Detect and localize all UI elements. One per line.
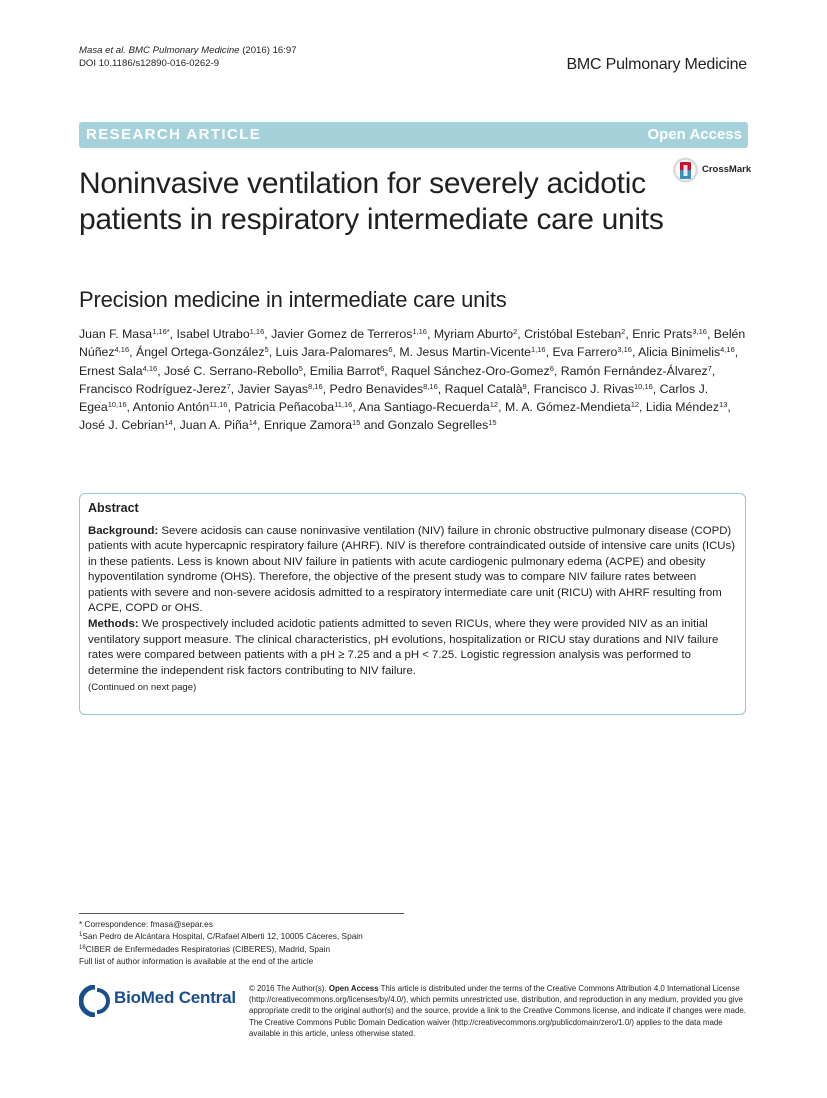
author-list: Juan F. Masa$^{1,16*}$, Isabel Utrabo$^{1,16}$, Javier Gomez de Terreros$^{1,16}$, Myriam Aburto$^2$, Cristóbal Esteban$^2$, Enric Prats$^{3,16}$, Belén Núñez$^{4,16}$, Ángel Ortega-González$^5$, Luis Jara-Palomares$^6$, M. Jesus Martin-Vicente$^{1,16}$, Eva Farrero$^{3,16}$, Alicia Binimelis$^{4,16}$, Ernest Sala$^{4,16}$, José C. Serrano-Rebollo$^5$, Emilia Barrot$^6$, Raquel Sánchez-Oro-Gomez$^6$, Ramón Fernández-Álvarez$^7$, Francisco Rodríguez-Jerez$^7$, Javier Sayas$^{8,16}$, Pedro Benavides$^{8,16}$, Raquel Català$^9$, Francisco J. Rivas$^{10,16}$, Carlos J. Egea$^{10,16}$, Antonio Antón$^{11,16}$, Patricia Peñacoba$^{11,16}$, Ana Santiago-Recuerda$^{12}$, M. A. Gómez-Mendieta$^{12}$, Lidia Méndez$^{13}$, José J. Cebrian$^{14}$, Juan A. Piña$^{14}$, Enrique Zamora$^{15}$ and Gonzalo Segrelles$^{15}$ <box>79 327 746 433</box>
author-name: Eva Farrero <box>552 345 618 360</box>
author[interactable] <box>434 327 517 341</box>
author-affiliation-marker: 3,16 <box>692 327 707 336</box>
author-name: José C. Serrano-Rebollo <box>164 363 299 378</box>
open-access-label-inline: Open Access <box>328 984 379 993</box>
author-affiliation-marker: 14 <box>164 418 173 428</box>
abstract-background <box>88 524 738 616</box>
author[interactable] <box>505 400 639 414</box>
author-name: Juan A. Piña <box>179 418 249 433</box>
license-text: This article is distributed under the terms of the Creative Commons Attribution 4.0 International License (http://creativecommons.org/licenses/by/4.0/), which permits unrestricted use, distribution, and reproduction in any medium, provided you give appropriate credit to the original author(s) and the source, provide a link to the Creative Commons license, and indicate if changes were made. The Creative Commons Public Domain Dedication waiver (http://creativecommons.org/publicdomain/zero/1.0/) applies to the data made available in this article, unless otherwise stated. <box>249 984 746 1038</box>
author[interactable] <box>136 345 269 359</box>
background-label: Background: <box>88 525 159 537</box>
author[interactable] <box>79 327 170 341</box>
author-name: Myriam Aburto <box>433 327 514 341</box>
author-name: Antonio Antón <box>132 400 210 415</box>
author[interactable] <box>445 382 527 396</box>
author-affiliation-marker: 9 <box>522 381 527 391</box>
author-name: Raquel Català <box>444 381 523 396</box>
author[interactable] <box>264 418 361 432</box>
author-affiliation-marker: 5 <box>298 363 303 373</box>
author-name: Javier Sayas <box>237 381 309 396</box>
author[interactable] <box>359 400 499 414</box>
author-name: Luis Jara-Palomares <box>275 345 389 360</box>
author-affiliation-marker: 2 <box>513 327 518 336</box>
article-type-banner <box>79 122 748 148</box>
author-name: Patricia Peñacoba <box>234 400 335 415</box>
author-affiliation-marker: 8,16 <box>308 381 323 391</box>
affiliation-1 <box>79 930 419 942</box>
author-affiliation-marker: 11,16 <box>209 400 228 410</box>
author-name: Pedro Benavides <box>329 381 424 396</box>
author[interactable] <box>276 345 393 359</box>
citation-header <box>79 44 297 70</box>
abstract-body <box>88 524 738 695</box>
methods-label: Methods: <box>88 618 139 631</box>
author-name: Enric Prats <box>632 327 693 341</box>
biomed-central-wordmark: BioMed Central <box>114 988 236 1007</box>
author-affiliation-marker: 4,16 <box>720 345 735 355</box>
author-affiliation-marker: 15 <box>488 418 497 428</box>
crossmark-label: CrossMark <box>702 164 752 175</box>
author-affiliation-marker: 1,16* <box>152 327 170 336</box>
biomed-central-logo[interactable] <box>79 985 239 1017</box>
author-name: Cristóbal Esteban <box>524 327 622 341</box>
biomed-central-logo-icon <box>79 985 111 1017</box>
author-affiliation-marker: 13 <box>719 400 728 410</box>
affiliation-1-marker: 1 <box>79 932 83 939</box>
author[interactable] <box>646 400 728 414</box>
author-affiliation-marker: 7 <box>226 381 231 391</box>
abstract-box <box>79 493 746 715</box>
author-affiliation-marker: 5 <box>264 345 269 355</box>
article-subtitle: Precision medicine in intermediate care units <box>79 287 507 312</box>
author-affiliation-marker: 7 <box>707 363 712 373</box>
footnote-divider <box>79 913 404 914</box>
article-type-label: RESEARCH ARTICLE <box>86 126 262 143</box>
author-name: Raquel Sánchez-Oro-Gomez <box>391 363 550 378</box>
author-affiliation-marker: 6 <box>388 345 393 355</box>
author[interactable] <box>164 364 303 378</box>
author[interactable] <box>271 327 427 341</box>
author-name: Ramón Fernández-Álvarez <box>560 363 708 378</box>
author-name: Javier Gomez de Terreros <box>271 327 413 341</box>
author[interactable] <box>388 418 497 432</box>
author[interactable] <box>399 345 545 359</box>
author-name: Emilia Barrot <box>309 363 381 378</box>
affiliation-1-text: San Pedro de Alcántara Hospital, C/Rafael Alberti 12, 10005 Cáceres, Spain <box>82 931 363 942</box>
author[interactable] <box>524 327 625 341</box>
author[interactable] <box>177 327 265 341</box>
author-name: Carlos J. Egea <box>79 381 709 415</box>
doi[interactable]: DOI 10.1186/s12890-016-0262-9 <box>79 58 220 69</box>
author-name: M. Jesus Martin-Vicente <box>399 345 531 360</box>
abstract-heading: Abstract <box>88 501 139 515</box>
author-affiliation-marker: 10,16 <box>634 381 653 391</box>
author-joiner: and <box>363 418 388 433</box>
author[interactable] <box>79 418 173 432</box>
author-name: Gonzalo Segrelles <box>387 418 489 433</box>
author[interactable] <box>638 345 735 359</box>
author-name: Francisco Rodríguez-Jerez <box>79 381 227 396</box>
author-affiliation-marker: 4,16 <box>142 363 158 373</box>
copyright: © 2016 The Author(s). <box>249 984 327 993</box>
author[interactable] <box>234 400 352 414</box>
author[interactable] <box>561 364 712 378</box>
author-name: Isabel Utrabo <box>176 327 250 341</box>
author-name: Ángel Ortega-González <box>136 345 265 360</box>
background-text: Severe acidosis can cause noninvasive ventilation (NIV) failure in chronic obstructive pulmonary disease (COPD) patients with acute hypercapnic respiratory failure (AHRF). NIV is therefore contraindicated outside of intensive care units (ICUs) in these patients. Less is known about NIV failure in patients with acute cardiogenic pulmonary edema (ACPE) and obesity hypoventilation syndrome (OHS). Therefore, the objective of the present study was to compare NIV failure rates between patients with severe and non-severe acidosis admitted to a respiratory intermediate care unit (RICU) with AHRF resulting from ACPE, COPD or OHS. <box>88 525 736 615</box>
author-name: Ernest Sala <box>79 363 143 378</box>
affiliation-16 <box>79 943 419 955</box>
author-affiliation-marker: 8,16 <box>423 381 438 391</box>
footnotes <box>79 918 419 967</box>
author-affiliation-marker: 1,16 <box>412 327 427 336</box>
author-affiliation-marker: 12 <box>630 400 640 410</box>
correspondence: * Correspondence: fmasa@separ.es <box>79 919 213 929</box>
author-name: Ana Santiago-Recuerda <box>358 400 490 415</box>
open-access-label[interactable]: Open Access <box>647 126 742 143</box>
author-name: Francisco J. Rivas <box>533 381 635 396</box>
author[interactable] <box>79 382 231 396</box>
author[interactable] <box>238 382 323 396</box>
author-affiliation-marker: 1,16 <box>531 345 546 355</box>
affiliation-16-text: CIBER de Enfermedades Respiratorias (CIBERES), Madrid, Spain <box>85 943 331 954</box>
affiliation-16-marker: 16 <box>79 944 86 951</box>
author[interactable] <box>391 364 554 378</box>
citation-year-volume: (2016) 16:97 <box>242 45 297 56</box>
citation-journal: BMC Pulmonary Medicine <box>128 45 240 56</box>
license-statement <box>249 983 754 1039</box>
author-name: Lidia Méndez <box>645 400 720 415</box>
author-name: Belén Núñez <box>79 327 746 360</box>
author-affiliation-marker: 3,16 <box>617 345 632 355</box>
methods-text: We prospectively included acidotic patients admitted to seven RICUs, where they were provided NIV as an initial ventilatory support measure. The clinical characteristics, pH evolutions, hospitalization or RICU stay durations and NIV failure rates were compared between patients with a pH ≥ 7.25 and a pH < 7.25. Logistic regression analysis was performed to determine the independent risk factors contributing to NIV failure. <box>88 618 719 677</box>
author-name: José J. Cebrian <box>79 418 165 433</box>
author[interactable] <box>180 418 257 432</box>
journal-name: BMC Pulmonary Medicine <box>566 56 747 73</box>
author-affiliation-marker: 12 <box>489 400 499 410</box>
author[interactable] <box>133 400 228 414</box>
citation-line <box>79 44 297 57</box>
author-affiliation-marker: 14 <box>248 418 258 428</box>
author[interactable] <box>632 327 707 341</box>
abstract-methods <box>88 617 738 679</box>
crossmark-badge[interactable] <box>672 156 752 186</box>
continued-note: (Continued on next page) <box>88 682 197 694</box>
author-affiliation-marker: 4,16 <box>114 345 130 355</box>
author-name: Alicia Binimelis <box>638 345 721 360</box>
author-affiliation-marker: 6 <box>549 363 554 373</box>
author-affiliation-marker: 2 <box>621 327 626 336</box>
author-name: Juan F. Masa <box>79 327 153 341</box>
author[interactable] <box>330 382 438 396</box>
article-title: Noninvasive ventilation for severely acidotic patients in respiratory intermediate care units <box>79 167 664 236</box>
author-affiliation-marker: 15 <box>352 418 361 428</box>
author[interactable] <box>310 364 385 378</box>
author-affiliation-marker: 10,16 <box>107 400 127 410</box>
author[interactable] <box>534 382 653 396</box>
author-affiliation-marker: 6 <box>380 363 385 373</box>
author-name: Enrique Zamora <box>263 418 353 433</box>
author-affiliation-marker: 11,16 <box>334 400 353 410</box>
author[interactable] <box>552 345 632 359</box>
author-name: M. A. Gómez-Mendieta <box>504 400 631 415</box>
full-author-info-note: Full list of author information is available at the end of the article <box>79 955 314 966</box>
author[interactable] <box>79 364 157 378</box>
author-affiliation-marker: 1,16 <box>249 327 265 336</box>
citation-authors: Masa et al. <box>79 45 126 56</box>
